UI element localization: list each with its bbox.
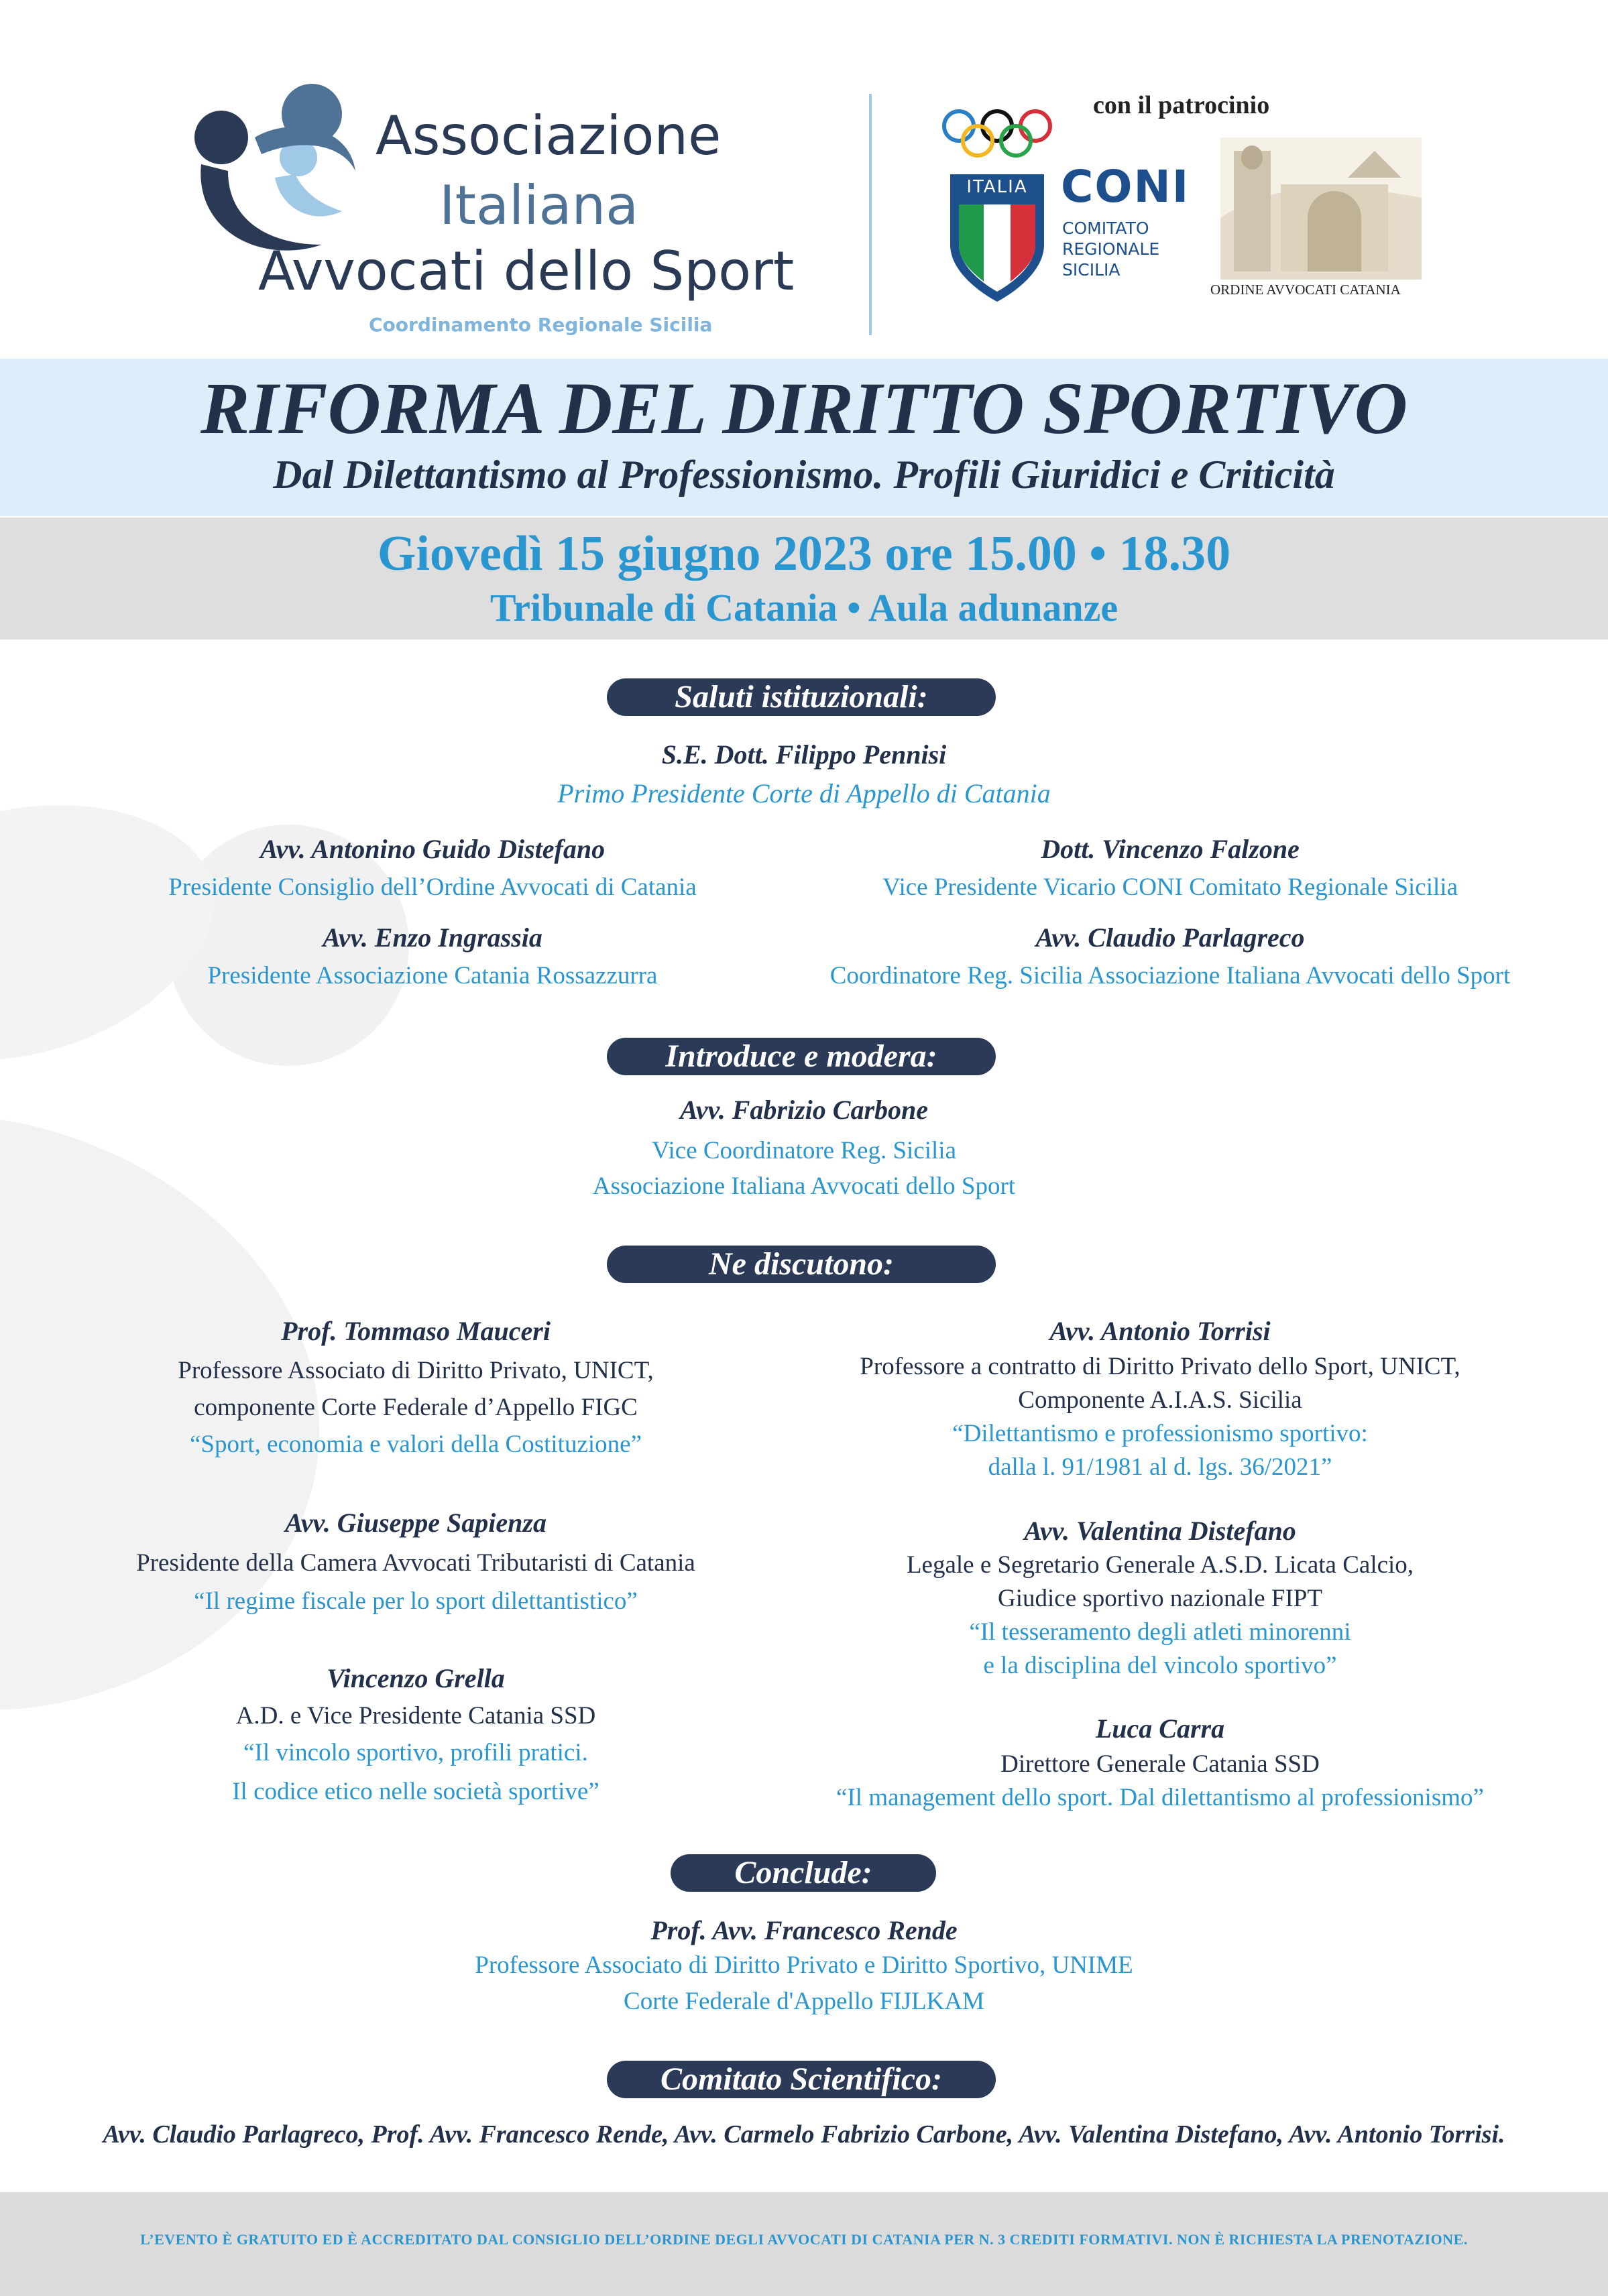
saluti-right-role-2: Coordinatore Reg. Sicilia Associazione Italiana Avvocati dello Sport (829, 962, 1511, 989)
saluti-left-role-2: Presidente Associazione Catania Rossazzurra (207, 962, 658, 989)
speaker-talk-title: “Il vincolo sportivo, profili pratici. (243, 1739, 588, 1766)
section-pill-discutono: Ne discutono: (607, 1246, 996, 1283)
event-title: RIFORMA DEL DIRITTO SPORTIVO (200, 367, 1408, 449)
speaker-affiliation: A.D. e Vice Presidente Catania SSD (235, 1702, 596, 1730)
event-datetime: Giovedì 15 giugno 2023 ore 15.00 • 18.30 (377, 526, 1231, 581)
patronage-label: con il patrocinio (1093, 91, 1270, 119)
section-pill-modera: Introduce e modera: (607, 1038, 996, 1075)
coni-name: CONI (1061, 161, 1190, 213)
saluti-left-name-1: Avv. Antonino Guido Distefano (260, 834, 606, 864)
saluti-left-name-2: Avv. Enzo Ingrassia (323, 922, 542, 953)
speaker-talk-title: e la disciplina del vincolo sportivo” (983, 1652, 1337, 1679)
moderator-role-1: Vice Coordinatore Reg. Sicilia (652, 1137, 956, 1164)
speaker-talk-title: “Dilettantismo e professionismo sportivo: (952, 1420, 1368, 1447)
conclusion-speaker-name: Prof. Avv. Francesco Rende (650, 1915, 958, 1945)
coni-sub-line1: COMITATO (1062, 219, 1149, 238)
date-band (0, 518, 1608, 640)
speaker-affiliation: Professore a contratto di Diritto Privato dello Sport, UNICT, (860, 1353, 1460, 1380)
saluti-main-name: S.E. Dott. Filippo Pennisi (661, 739, 947, 770)
header (0, 0, 1608, 355)
speaker-talk-title: “Il tesseramento degli atleti minorenni (969, 1618, 1351, 1646)
conclusion-speaker-role-1: Professore Associato di Diritto Privato e Diritto Sportivo, UNIME (475, 1951, 1133, 1979)
speaker-affiliation: Legale e Segretario Generale A.S.D. Licata Calcio, (906, 1551, 1414, 1579)
speaker-talk-title: “Sport, economia e valori della Costituzione” (189, 1431, 642, 1458)
comitato-members: Avv. Claudio Parlagreco, Prof. Avv. Francesco Rende, Avv. Carmelo Fabrizio Carbone, Avv. Valentina Distefano, Avv. Antonio Torrisi. (103, 2120, 1505, 2149)
speaker-affiliation: Presidente della Camera Avvocati Tributaristi di Catania (136, 1549, 695, 1577)
olympic-rings-icon (940, 107, 1054, 161)
speaker-affiliation: Componente A.I.A.S. Sicilia (1018, 1386, 1302, 1414)
moderator-name: Avv. Fabrizio Carbone (679, 1095, 929, 1125)
moderator-role-2: Associazione Italiana Avvocati dello Sport (592, 1172, 1016, 1200)
event-subtitle: Dal Dilettantismo al Professionismo. Profili Giuridici e Criticità (273, 452, 1335, 497)
speaker-name: Avv. Giuseppe Sapienza (285, 1508, 547, 1538)
speaker-affiliation: Giudice sportivo nazionale FIPT (998, 1585, 1322, 1612)
title-band (0, 359, 1608, 516)
aias-logo-icon (181, 77, 382, 265)
saluti-right-name-1: Dott. Vincenzo Falzone (1041, 834, 1300, 864)
speaker-talk-title: dalla l. 91/1981 al d. lgs. 36/2021” (988, 1453, 1332, 1481)
speaker-name: Vincenzo Grella (327, 1663, 505, 1693)
header-divider (869, 94, 872, 335)
saluti-right-role-1: Vice Presidente Vicario CONI Comitato Regionale Sicilia (882, 873, 1458, 901)
speaker-name: Luca Carra (1095, 1713, 1225, 1744)
org-name-line2: Italiana (439, 174, 639, 237)
coni-italia-label: ITALIA (966, 177, 1028, 197)
section-pill-saluti: Saluti istituzionali: (607, 678, 996, 716)
speaker-affiliation: Professore Associato di Diritto Privato, UNICT, (178, 1357, 654, 1384)
section-pill-conclude: Conclude: (671, 1854, 936, 1892)
org-subtitle: Coordinamento Regionale Sicilia (369, 314, 713, 336)
saluti-right-name-2: Avv. Claudio Parlagreco (1035, 922, 1305, 953)
org-name-line1: Associazione (376, 105, 722, 167)
saluti-main-role: Primo Presidente Corte di Appello di Catania (557, 778, 1051, 808)
org-name-line3: Avvocati dello Sport (258, 240, 795, 302)
speaker-talk-title: Il codice etico nelle società sportive” (232, 1778, 599, 1805)
speaker-affiliation: Direttore Generale Catania SSD (1000, 1750, 1320, 1778)
footer-note: L’EVENTO È GRATUITO ED È ACCREDITATO DAL CONSIGLIO DELL’ORDINE DEGLI AVVOCATI DI CATANIA PER N. 3 CREDITI FORMATIVI. NON È RICHIESTA LA PRENOTAZIONE. (140, 2231, 1468, 2248)
coni-subtitle (1062, 218, 1159, 280)
saluti-left-role-1: Presidente Consiglio dell’Ordine Avvocati di Catania (168, 873, 697, 901)
event-location: Tribunale di Catania • Aula adunanze (490, 586, 1118, 629)
speaker-name: Avv. Antonio Torrisi (1049, 1316, 1271, 1346)
speaker-name: Prof. Tommaso Mauceri (281, 1316, 551, 1346)
speaker-affiliation: componente Corte Federale d’Appello FIGC (194, 1394, 638, 1421)
section-pill-comitato: Comitato Scientifico: (607, 2061, 996, 2098)
conclusion-speaker-role-2: Corte Federale d'Appello FIJLKAM (624, 1988, 984, 2015)
speaker-talk-title: “Il management dello sport. Dal dilettantismo al professionismo” (836, 1784, 1484, 1811)
speaker-name: Avv. Valentina Distefano (1024, 1516, 1296, 1546)
ordine-caption: ORDINE AVVOCATI CATANIA (1210, 282, 1401, 298)
coni-sub-line2: REGIONALE (1062, 239, 1160, 259)
ordine-avvocati-illustration (1220, 137, 1422, 280)
footer (0, 2192, 1608, 2296)
coni-sub-line3: SICILIA (1062, 260, 1121, 280)
speaker-talk-title: “Il regime fiscale per lo sport dilettantistico” (194, 1587, 638, 1615)
